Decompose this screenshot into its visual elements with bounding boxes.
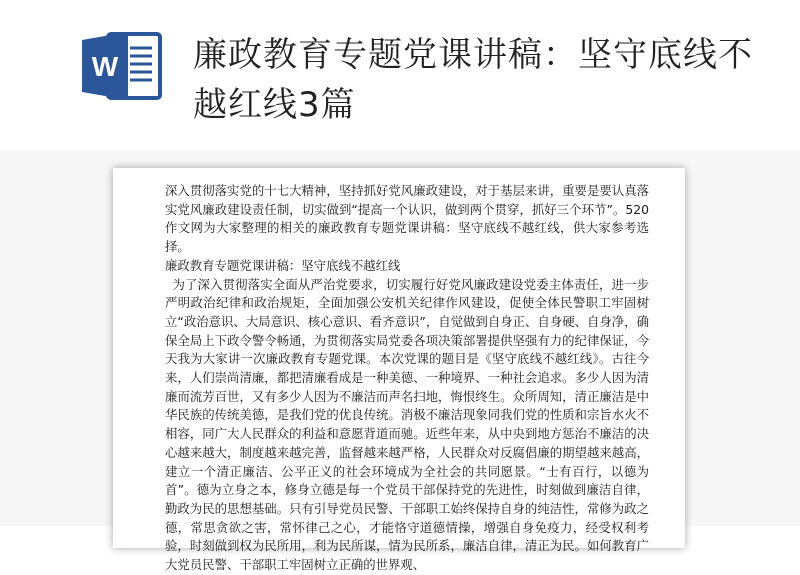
header [0, 0, 800, 150]
word-document-icon [78, 28, 166, 104]
page-title: 廉政教育专题党课讲稿：坚守底线不越红线3篇 [193, 35, 753, 125]
body-paragraph: 为了深入贯彻落实全面从严治党要求，切实履行好党风廉政建设党委主体责任，进一步严明政治纪律和政治规矩，全面加强公安机关纪律作风建设，促使全体民警职工牢固树立“政治意识、大局意识、核心意识、看齐意识”，自觉做到自身正、自身硬、自身净，确保全局上下政令警令畅通，为贯彻落实局党委各项决策部署提供坚强有力的纪律保证，今天我为大家讲一次廉政教育专题党课。本次党课的题目是《坚守底线不越红线》。古往今来，人们崇尚清廉，都把清廉看成是一种美德、一种境界、一种社会追求。多少人因为清廉而流芳百世，又有多少人因为不廉洁而声名扫地，悔恨终生。众所周知，清正廉洁是中华民族的传统美德，是我们党的优良传统。消极不廉洁现象同我们党的性质和宗旨水火不相容，同广大人民群众的利益和意愿背道而驰。近些年来，从中央到地方惩治不廉洁的决心越来越大，制度越来越完善，监督越来越严格，人民群众对反腐倡廉的期望越来越高，建立一个清正廉洁、公平正义的社会环境成为全社会的共同愿景。“士有百行，以德为首”。德为立身之本，修身立德是每一个党员干部保持党的先进性，时刻做到廉洁自律，勤政为民的思想基础。只有引导党员民警、干部职工始终保持自身的纯洁性，常修为政之德，常思贪欲之害，常怀律己之心，才能恪守道德情操，增强自身免疫力，经受权利考验，时刻做到权为民所用，利为民所谋，情为民所系，廉洁自律，清正为民。如何教育广大党员民警、干部职工牢固树立正确的世界观、 [165, 276, 649, 573]
document-body [165, 182, 649, 575]
intro-paragraph: 深入贯彻落实党的十七大精神，坚持抓好党风廉政建设，对于基层来讲，重要是要认真落实党风廉政建设责任制，切实做到“提高一个认识，做到两个贯穿，抓好三个环节”。520 作文网为大家整理的相关的廉政教育专题党课讲稿：坚守底线不越红线，供大家参考选择。 [165, 183, 649, 255]
word-icon-letter: W [91, 51, 119, 82]
section-heading: 廉政教育专题党课讲稿：坚守底线不越红线 [165, 257, 401, 273]
document-page [113, 168, 685, 573]
